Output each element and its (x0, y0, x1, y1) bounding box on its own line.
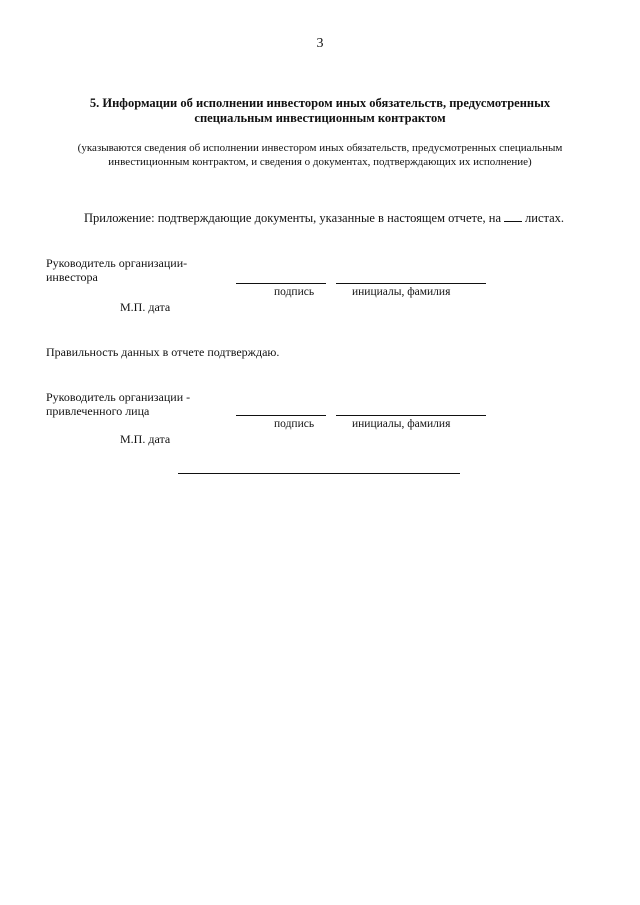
engaged-signature-line[interactable] (236, 415, 326, 416)
closing-rule (178, 473, 460, 474)
engaged-signature-caption: подпись (274, 418, 315, 430)
page-number: 3 (316, 36, 324, 51)
section-title: 5. Информации об исполнении инвестором иных обязательств, предусмотренных специальным инвестиционным контрактом (89, 96, 551, 125)
confirmation-text: Правильность данных в отчете подтверждаю. (46, 345, 280, 359)
sheet-count-blank[interactable] (504, 211, 522, 222)
engaged-head-label (46, 390, 190, 418)
engaged-name-caption: инициалы, фамилия (352, 418, 451, 430)
investor-name-caption: инициалы, фамилия (352, 286, 451, 298)
engaged-label-line2: привлеченного лица (46, 404, 150, 418)
attachment-text: Приложение: подтверждающие документы, указанные в настоящем отчете, на (84, 211, 502, 225)
investor-signature-caption: подпись (274, 286, 315, 298)
investor-name-line[interactable] (336, 283, 486, 284)
investor-label-line2: инвестора (46, 270, 98, 284)
section-note: (указываются сведения об исполнении инвестором иных обязательств, предусмотренных специальным инвестиционным контрактом, и сведения о документах, подтверждающих их исполнение) (77, 142, 563, 168)
investor-label-line1: Руководитель организации- (46, 256, 188, 270)
engaged-stamp-date: М.П. дата (120, 432, 171, 446)
investor-signature-line[interactable] (236, 283, 326, 284)
attachment-suffix: листах. (525, 211, 565, 225)
engaged-label-line1: Руководитель организации - (46, 390, 191, 404)
investor-head-label (46, 256, 187, 284)
engaged-name-line[interactable] (336, 415, 486, 416)
attachment-statement (84, 211, 564, 226)
investor-stamp-date: М.П. дата (120, 300, 171, 314)
